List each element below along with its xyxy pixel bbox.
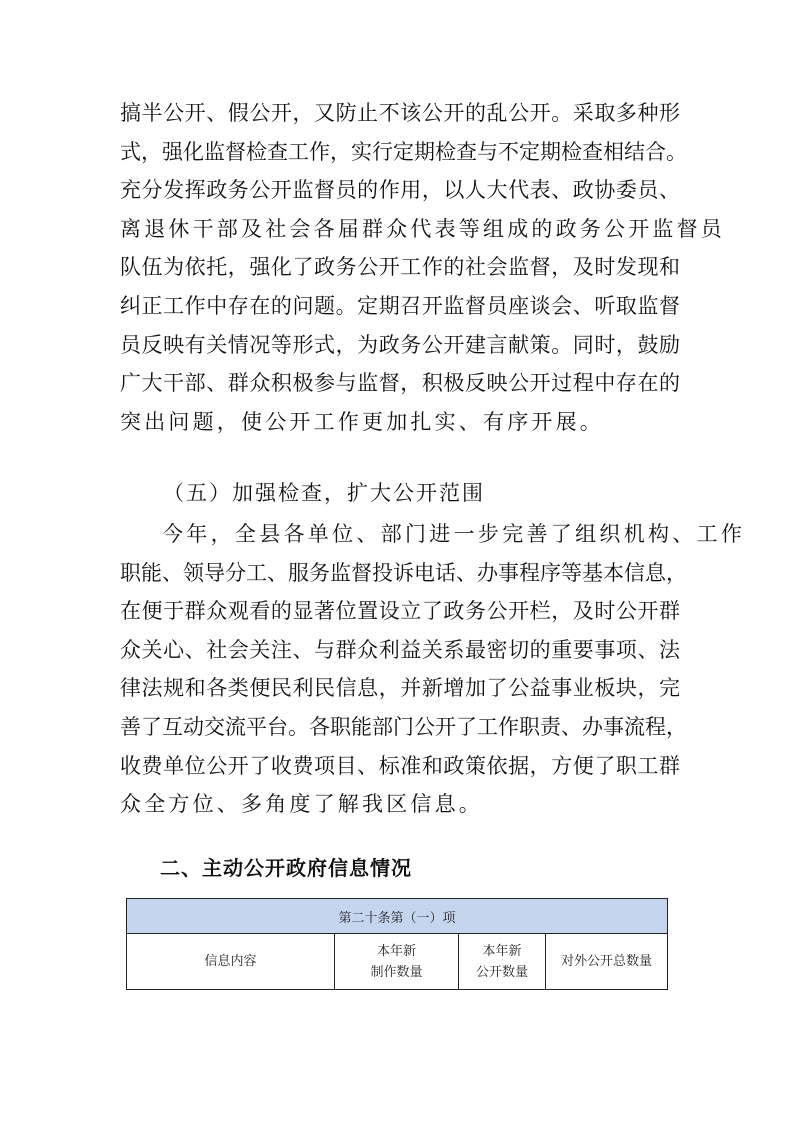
header-line: 本年新 — [376, 943, 416, 959]
header-total-published: 对外公开总数量 — [546, 934, 668, 990]
subheading-inspection: （五）加强检查，扩大公开范围 — [163, 481, 485, 505]
paragraph-supervision — [120, 94, 725, 441]
paragraph-disclosure-scope — [120, 515, 746, 824]
header-line: 公开数量 — [475, 964, 528, 980]
header-line: 制作数量 — [370, 964, 423, 980]
text-line: 律法规和各类便民利民信息，并新增加了公益事业板块，完 — [120, 676, 680, 701]
info-disclosure-table — [126, 898, 668, 990]
text-line: 式，强化监督检查工作，实行定期检查与不定期检查相结合。 — [120, 139, 687, 164]
text-line: 众关心、社会关注、与群众利益关系最密切的重要事项、法 — [120, 637, 680, 662]
header-new-published — [459, 934, 546, 990]
text-line: 善了互动交流平台。各职能部门公开了工作职责、办事流程， — [120, 714, 687, 739]
text-line: 广大干部、群众积极参与监督，积极反映公开过程中存在的 — [120, 371, 680, 396]
text-line: 收费单位公开了收费项目、标准和政策依据，方便了职工群 — [120, 753, 680, 778]
section-heading: 二、主动公开政府信息情况 — [160, 856, 412, 880]
text-line: 队伍为依托，强化了政务公开工作的社会监督，及时发现和 — [120, 255, 680, 280]
header-line: 本年新 — [482, 943, 522, 959]
text-line: 在便于群众观看的显著位置设立了政务公开栏，及时公开群 — [120, 599, 680, 624]
text-line: 众全方位、多角度了解我区信息。 — [120, 792, 483, 817]
text-line: 职能、领导分工、服务监督投诉电话、办事程序等基本信息， — [120, 560, 687, 585]
text-line: 今年，全县各单位、部门进一步完善了组织机构、工作 — [162, 522, 746, 546]
text-line: 员反映有关情况等形式，为政务公开建言献策。同时，鼓励 — [120, 332, 680, 357]
text-line: 离退休干部及社会各届群众代表等组成的政务公开监督员 — [120, 216, 725, 241]
table-header-row — [127, 934, 668, 990]
header-new-produced — [335, 934, 459, 990]
table-title: 第二十条第（一）项 — [127, 899, 668, 934]
header-info-content: 信息内容 — [127, 934, 335, 990]
text-line: 突出问题，使公开工作更加扎实、有序开展。 — [120, 409, 604, 434]
text-line: 搞半公开、假公开，又防止不该公开的乱公开。采取多种形 — [120, 101, 680, 125]
text-line: 纠正工作中存在的问题。定期召开监督员座谈会、听取监督 — [120, 293, 680, 318]
text-line: 充分发挥政务公开监督员的作用，以人大代表、政协委员、 — [120, 178, 680, 203]
